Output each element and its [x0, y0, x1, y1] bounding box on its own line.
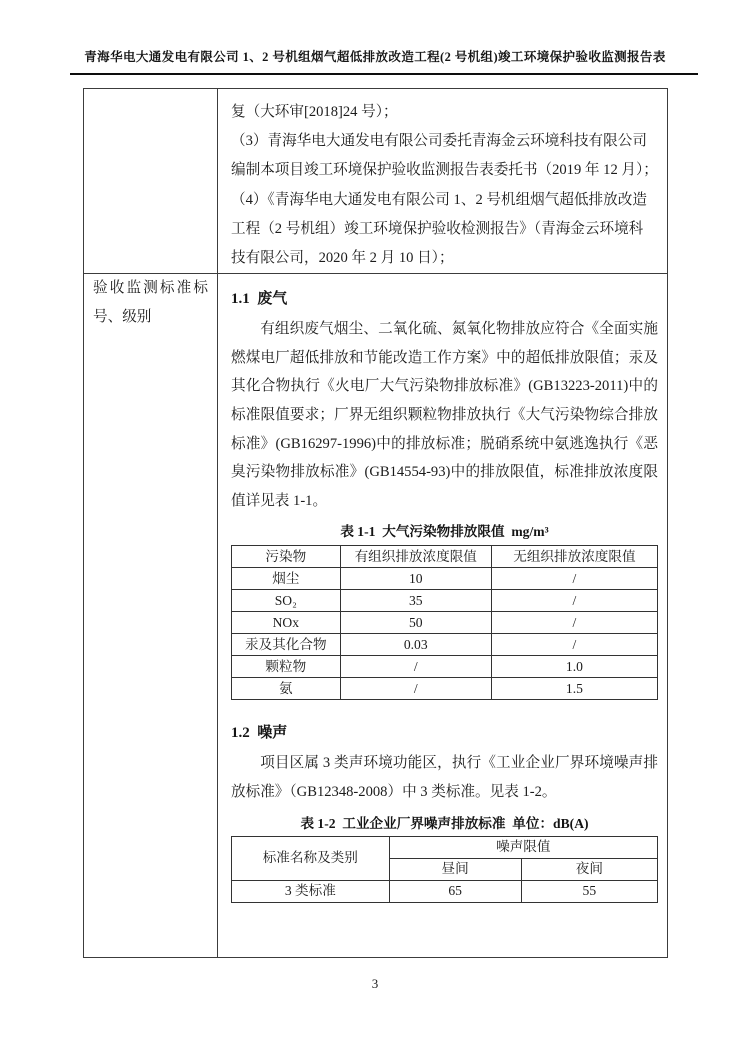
main-table-row-2	[84, 274, 668, 958]
cell-unorganized-value: 1.5	[491, 678, 657, 700]
col-header-noise-limit-group: 噪声限值	[389, 836, 657, 858]
table-row	[232, 656, 658, 678]
row2-content-cell	[218, 274, 668, 958]
table-row	[232, 880, 658, 902]
col-header-daytime: 昼间	[389, 858, 521, 880]
cell-unorganized-value: /	[491, 634, 657, 656]
main-table	[83, 88, 668, 958]
cell-pollutant: SO₂	[232, 590, 341, 612]
cell-organized-value: /	[340, 678, 491, 700]
page-number: 3	[371, 976, 379, 991]
cell-organized-value: /	[340, 656, 491, 678]
document-header-title: 青海华电大通发电有限公司 1、2 号机组烟气超低排放改造工程(2 号机组)竣工环境保护验收监测报告表	[84, 50, 666, 64]
cell-pollutant: 氨	[232, 678, 341, 700]
cell-pollutant: NOx	[232, 612, 341, 634]
col-header-nighttime: 夜间	[521, 858, 657, 880]
noise-paragraph: 项目区属 3 类声环境功能区，执行《工业企业厂界环境噪声排放标准》（GB12348-2008）中 3 类标准。见表 1-2。	[231, 755, 658, 800]
col-header-organized-limit: 有组织排放浓度限值	[340, 546, 491, 568]
table-row	[232, 678, 658, 700]
table-row	[232, 568, 658, 590]
cell-unorganized-value: 1.0	[491, 656, 657, 678]
table-1-2-caption: 表 1-2 工业企业厂界噪声排放标准 单位：dB(A)	[300, 815, 589, 831]
header-rule-divider	[70, 73, 698, 75]
cell-daytime-value: 65	[389, 880, 521, 902]
reference-line: （3）青海华电大通发电有限公司委托青海金云环境科技有限公司	[231, 133, 647, 150]
col-header-unorganized-limit: 无组织排放浓度限值	[491, 546, 657, 568]
cell-unorganized-value: /	[491, 590, 657, 612]
reference-line: 技有限公司，2020 年 2 月 10 日）；	[231, 250, 454, 267]
reference-line: （4）《青海华电大通发电有限公司 1、2 号机组烟气超低排放改造	[231, 191, 647, 208]
table-header-row	[232, 836, 658, 858]
row1-content-cell	[218, 89, 668, 274]
main-table-row-1	[84, 89, 668, 274]
row2-label-cell: 验收监测标准标号、级别	[84, 274, 218, 958]
table-1-1-caption: 表 1-1 大气污染物排放限值 mg/m³	[340, 524, 549, 540]
cell-pollutant: 烟尘	[232, 568, 341, 590]
waste-gas-paragraph: 有组织废气烟尘、二氧化硫、氮氧化物排放应符合《全面实施燃煤电厂超低排放和节能改造工作方案》中的超低排放限值；汞及其化合物执行《火电厂大气污染物排放标准》(GB13223-2011)中的标准限值要求；厂界无组织颗粒物排放执行《大气污染物综合排放标准》(GB16297-1996)中的排放标准；脱硝系统中氨逃逸执行《恶臭污染物排放标准》(GB14554-93)中的排放限值，标准排放浓度限值详见表 1-1。	[231, 321, 658, 509]
row1-label-cell-empty	[84, 89, 218, 274]
cell-unorganized-value: /	[491, 568, 657, 590]
section-heading-noise: 1.2 噪声	[231, 725, 288, 742]
approval-references-block	[231, 89, 658, 273]
table-row	[232, 590, 658, 612]
noise-limits-table	[231, 836, 658, 903]
col-header-standard-name: 标准名称及类别	[232, 836, 390, 880]
cell-organized-value: 50	[340, 612, 491, 634]
cell-organized-value: 0.03	[340, 634, 491, 656]
table-row	[232, 612, 658, 634]
table-header-row	[232, 546, 658, 568]
reference-line: 复（大环审[2018]24 号）；	[231, 104, 398, 120]
reference-line: 工程（2 号机组）竣工环境保护验收检测报告》（青海金云环境科	[231, 220, 644, 237]
section-heading-waste-gas: 1.1 废气	[231, 291, 288, 308]
col-header-pollutant: 污染物	[232, 546, 341, 568]
cell-nighttime-value: 55	[521, 880, 657, 902]
air-pollutant-limits-table	[231, 545, 658, 700]
cell-unorganized-value: /	[491, 612, 657, 634]
cell-organized-value: 35	[340, 590, 491, 612]
cell-organized-value: 10	[340, 568, 491, 590]
cell-pollutant: 汞及其化合物	[232, 634, 341, 656]
cell-standard-class: 3 类标准	[232, 880, 390, 902]
cell-pollutant: 颗粒物	[232, 656, 341, 678]
table-row	[232, 634, 658, 656]
reference-line: 编制本项目竣工环境保护验收监测报告表委托书（2019 年 12 月）；	[231, 162, 658, 179]
